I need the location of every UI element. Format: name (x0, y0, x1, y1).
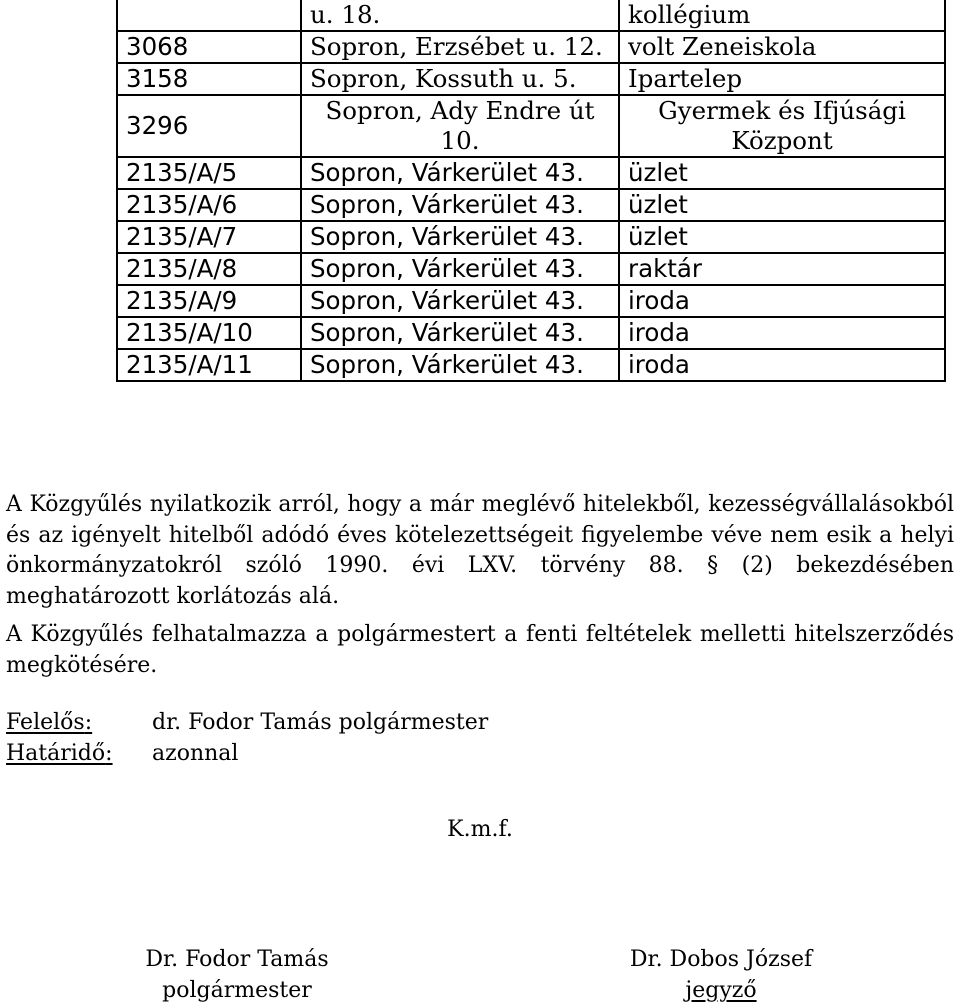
signatory-name: Dr. Fodor Tamás (145, 947, 329, 972)
responsible-line (6, 707, 488, 738)
use-cell: üzlet (619, 189, 945, 221)
table-row (117, 189, 945, 221)
use-cell: volt Zeneiskola (619, 31, 945, 63)
use-text: Gyermek és Ifjúsági Központ (658, 96, 906, 155)
address-cell (301, 95, 619, 157)
use-cell: raktár (619, 253, 945, 285)
table-row (117, 317, 945, 349)
table-row (117, 285, 945, 317)
parcel-number-cell: 2135/A/7 (117, 221, 301, 253)
address-cell: Sopron, Várkerület 43. (301, 285, 619, 317)
table-row (117, 253, 945, 285)
signatory-name: Dr. Dobos József (629, 947, 813, 972)
parcel-number-cell: 2135/A/9 (117, 285, 301, 317)
parcel-number-cell: 2135/A/6 (117, 189, 301, 221)
authorization-paragraph: A Közgyűlés felhatalmazza a polgármestert a fenti feltételek melletti hitelszerződés megkötésére. (6, 622, 954, 678)
address-cell: u. 18. (301, 0, 619, 31)
use-cell: kollégium (619, 0, 945, 31)
signatory-role: polgármester (162, 978, 312, 1003)
responsible-label: Felelős: (6, 710, 93, 735)
address-cell (301, 31, 619, 63)
address-cell: Sopron, Várkerület 43. (301, 157, 619, 189)
address-cell: Sopron, Kossuth u. 5. (301, 63, 619, 95)
signature-block-notary (571, 944, 871, 1006)
use-cell (619, 95, 945, 157)
deadline-label: Határidő: (6, 741, 113, 766)
declaration-paragraph: A Közgyűlés nyilatkozik arról, hogy a már meglévő hitelekből, kezességvállalásokból és az igényelt hitelből adódó éves kötelezettségeit figyelembe véve nem esik a helyi önkormányzatokról szóló 1990. évi LXV. törvény 88. § (2) bekezdésében meghatározott korlátozás alá. (6, 492, 954, 609)
use-cell: iroda (619, 349, 945, 381)
use-cell: iroda (619, 285, 945, 317)
parcel-number-cell (117, 0, 301, 31)
address-text: Sopron, Erzsébet u. 12. (310, 32, 603, 61)
table-row (117, 95, 945, 157)
parcel-number-cell: 3068 (117, 31, 301, 63)
deadline-value: azonnal (152, 741, 239, 766)
kmf-mark: K.m.f. (447, 817, 513, 842)
use-cell: üzlet (619, 221, 945, 253)
use-cell: Ipartelep (619, 63, 945, 95)
parcel-number-cell: 2135/A/5 (117, 157, 301, 189)
table-row (117, 349, 945, 381)
signatory-role: jegyző (685, 978, 757, 1003)
address-text: Sopron, Ady Endre út 10. (325, 96, 595, 155)
responsible-value: dr. Fodor Tamás polgármester (152, 710, 489, 735)
deadline-label-text: Határidő (6, 741, 106, 766)
use-cell: üzlet (619, 157, 945, 189)
table-row (117, 63, 945, 95)
table-row (117, 31, 945, 63)
deadline-line (6, 738, 238, 769)
table-row (117, 0, 945, 31)
address-cell: Sopron, Várkerület 43. (301, 189, 619, 221)
table-row (117, 221, 945, 253)
property-table (116, 0, 946, 382)
parcel-number-cell: 2135/A/11 (117, 349, 301, 381)
parcel-number-cell: 2135/A/10 (117, 317, 301, 349)
signature-block-mayor (87, 944, 387, 1006)
parcel-number-cell: 3296 (117, 95, 301, 157)
parcel-number-cell: 3158 (117, 63, 301, 95)
address-cell: Sopron, Várkerület 43. (301, 221, 619, 253)
responsible-label-text: Felelős (6, 710, 85, 735)
address-cell: Sopron, Várkerület 43. (301, 317, 619, 349)
use-cell: iroda (619, 317, 945, 349)
table-row (117, 157, 945, 189)
address-cell: Sopron, Várkerület 43. (301, 253, 619, 285)
address-cell: Sopron, Várkerület 43. (301, 349, 619, 381)
parcel-number-cell: 2135/A/8 (117, 253, 301, 285)
